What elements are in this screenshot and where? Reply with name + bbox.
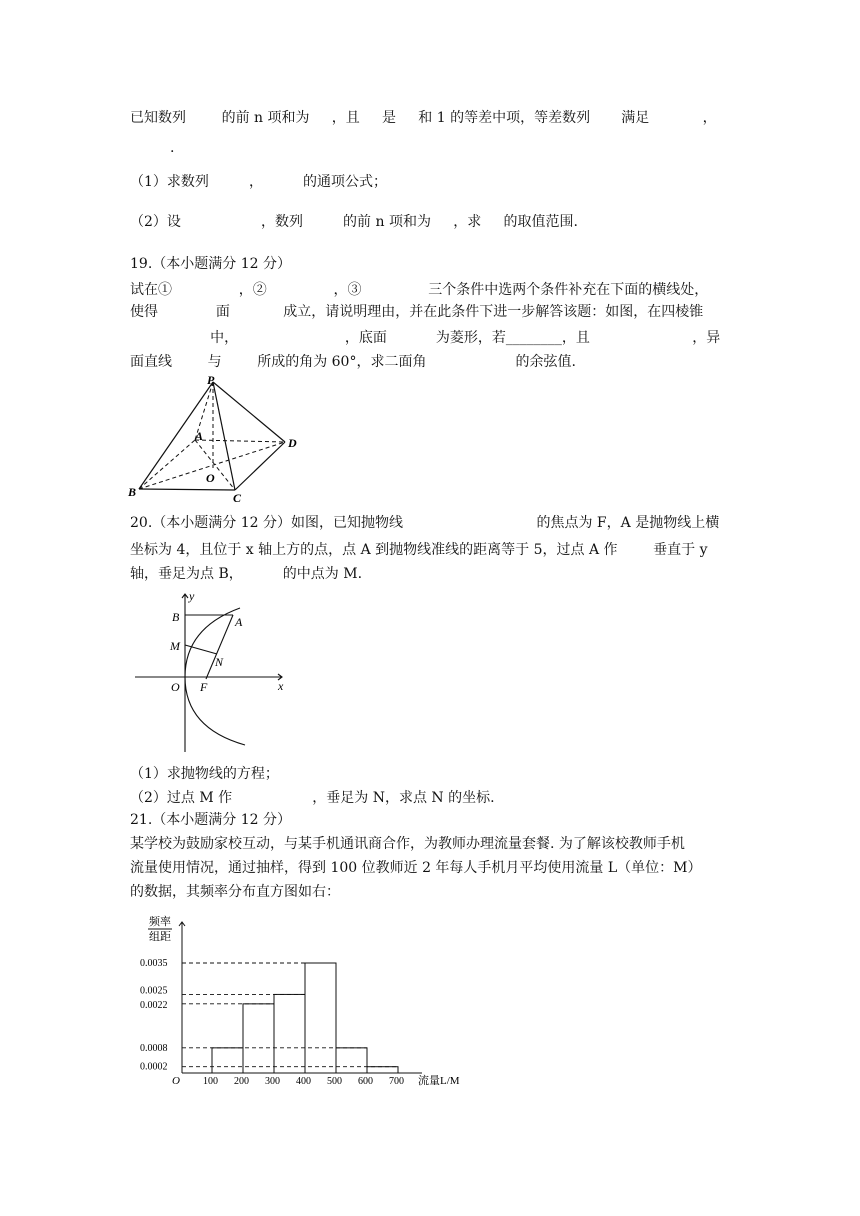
- q18-part1: （1）求数列 ， 的通项公式；: [130, 174, 388, 190]
- y-tick-label: 0.0025: [140, 985, 168, 997]
- q20-part2: （2）过点 M 作 ，垂足为 N，求点 N 的坐标.: [130, 790, 495, 806]
- q21-line3: 的数据，其频率分布直方图如右：: [130, 884, 340, 900]
- pyramid-figure: [125, 372, 305, 507]
- xlabel: 流量L/M: [418, 1075, 460, 1087]
- q20-part1: （1）求抛物线的方程；: [130, 766, 279, 782]
- histogram-bar: [367, 1067, 398, 1073]
- label-N: N: [215, 655, 224, 669]
- q21-line1: 某学校为鼓励家校互动，与某手机通讯商合作，为教师办理流量套餐. 为了解该校教师手机: [130, 836, 685, 852]
- q18-part2: （2）设 ，数列 的前 n 项和为 ，求 的取值范围.: [130, 214, 578, 230]
- label-C: C: [233, 491, 242, 505]
- q19-line4: 面直线 与 所成的角为 60°，求二面角 的余弦值.: [130, 354, 576, 370]
- label-B: B: [128, 485, 137, 499]
- q18-line2: .: [130, 140, 175, 156]
- label-O: O: [171, 680, 180, 694]
- label-P: P: [207, 373, 215, 387]
- q20-line3: 轴，垂足为点 B， 的中点为 M.: [130, 566, 363, 582]
- label-A: A: [195, 429, 204, 443]
- histogram-bar: [212, 1048, 243, 1073]
- x-tick-label: 100: [203, 1076, 218, 1087]
- x-tick-label: 400: [296, 1076, 311, 1087]
- label-x: x: [278, 679, 284, 693]
- frequency-histogram: [130, 908, 480, 1088]
- q20-line2: 坐标为 4，且位于 x 轴上方的点，点 A 到抛物线准线的距离等于 5，过点 A 作 垂直于 y: [130, 542, 708, 558]
- y-tick-label: 0.0002: [140, 1061, 168, 1073]
- label-O: O: [206, 471, 215, 485]
- ylabel-top: 频率: [149, 916, 171, 928]
- q21-header: 21.（本小题满分 12 分）: [130, 812, 291, 828]
- q20-header-line1: 20.（本小题满分 12 分）如图，已知抛物线 的焦点为 F，A 是抛物线上横: [130, 515, 720, 531]
- q21-line2: 流量使用情况，通过抽样，得到 100 位教师近 2 年每人手机月平均使用流量 L（单位：M）: [130, 860, 702, 876]
- label-M: M: [170, 639, 180, 653]
- label-A: A: [235, 615, 243, 629]
- x-tick-label: 600: [358, 1076, 373, 1087]
- label-B: B: [172, 610, 180, 624]
- label-y: y: [189, 589, 195, 603]
- histogram-bar: [305, 963, 336, 1073]
- ylabel-bottom: 组距: [149, 931, 171, 943]
- histogram-bar: [243, 1004, 274, 1073]
- q19-header: 19.（本小题满分 12 分）: [130, 256, 291, 272]
- q19-line2: 使得 面 成立，请说明理由，并在此条件下进一步解答该题：如图，在四棱锥: [130, 304, 704, 320]
- x-tick-label: 500: [327, 1076, 342, 1087]
- q18-line1: 已知数列 的前 n 项和为 ，且 是 和 1 的等差中项，等差数列 满足 ，: [130, 110, 717, 126]
- y-tick-label: 0.0008: [140, 1042, 168, 1054]
- parabola-figure: [130, 588, 295, 756]
- x-tick-label: 300: [265, 1076, 280, 1087]
- q19-line1: 试在① ，② ，③ 三个条件中选两个条件补充在下面的横线处，: [130, 282, 709, 298]
- histogram-bar: [274, 994, 305, 1073]
- y-tick-label: 0.0022: [140, 999, 168, 1011]
- x-tick-label: 200: [234, 1076, 249, 1087]
- q19-line3: 中， ，底面 为菱形，若________，且 ，异: [130, 330, 721, 346]
- histogram-bar: [336, 1048, 367, 1073]
- label-F: F: [200, 680, 208, 694]
- origin-label: O: [172, 1075, 180, 1087]
- label-D: D: [288, 436, 297, 450]
- x-tick-label: 700: [389, 1076, 404, 1087]
- y-tick-label: 0.0035: [140, 958, 168, 969]
